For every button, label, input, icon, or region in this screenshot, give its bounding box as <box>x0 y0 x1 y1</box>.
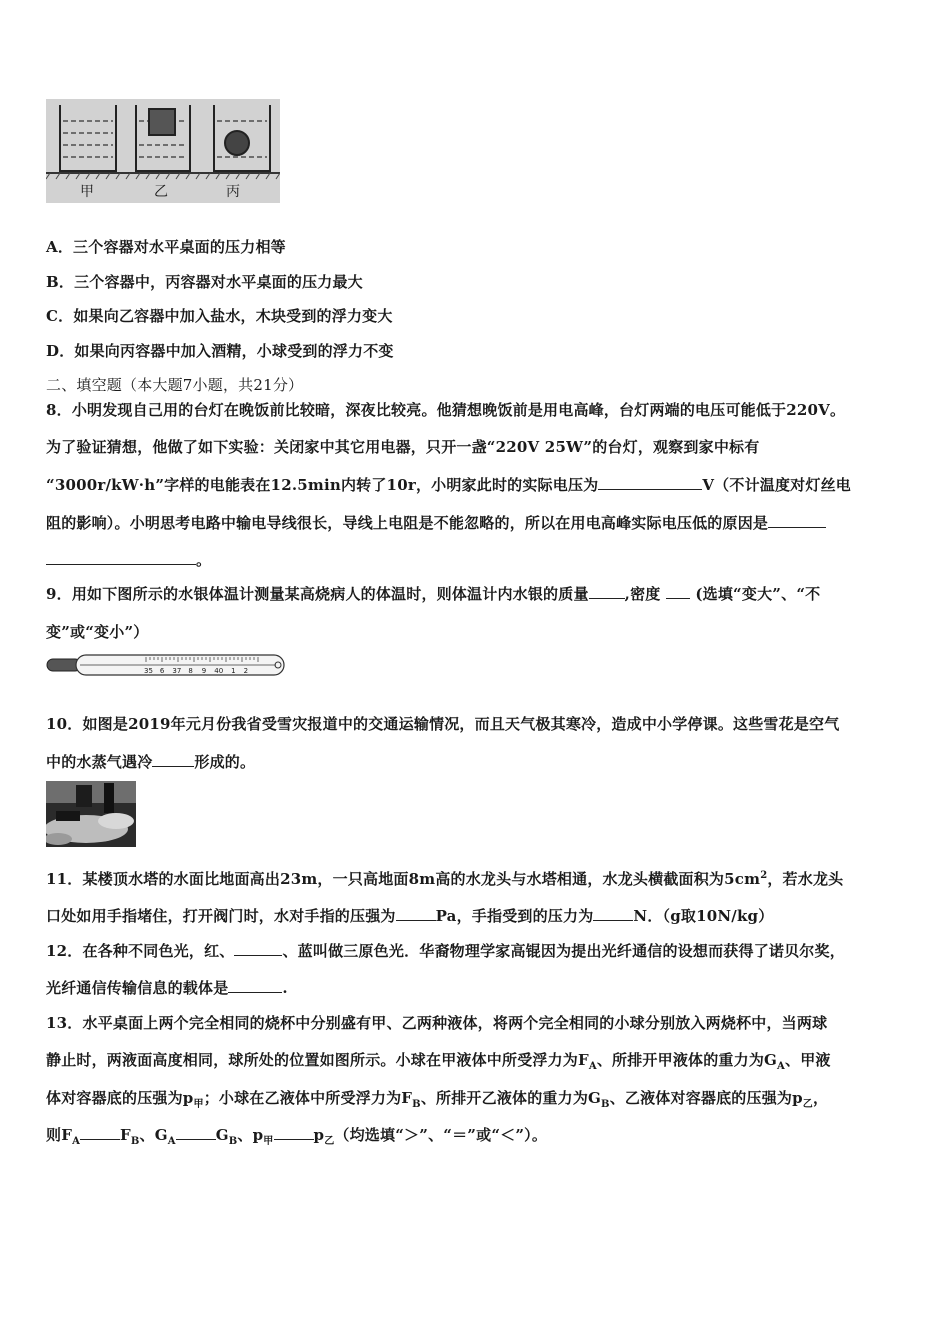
q13-l3-a: 体对容器底的压强为p <box>46 1089 194 1107</box>
q13-l4-sub3: A <box>167 1136 176 1147</box>
q11-line1-text: 11．某楼顶水塔的水面比地面高出23m，一只高地面8m高的水龙头与水塔相通，水龙头横截面积为5cm <box>46 870 761 888</box>
q8-line3 <box>46 474 851 495</box>
containers-figure <box>46 99 280 203</box>
q13-l4-d: G <box>215 1126 229 1144</box>
q13-l4-e: 、p <box>237 1126 264 1144</box>
q8-line4-text: 阻的影响）。小明思考电路中输电导线很长，导线上电阻是不能忽略的，所以在用电高峰实际电压低的原因是 <box>46 514 769 532</box>
q13-l4-c: 、G <box>139 1126 168 1144</box>
q12-blank-color[interactable] <box>234 940 282 956</box>
q13-line3 <box>46 1087 828 1110</box>
thermo-tick-label: 37 <box>172 667 182 675</box>
thermo-tick-label: 1 <box>231 667 236 675</box>
q8-line3-text: “3000r/kW·h”字样的电能表在12.5min内转了10r，小明家此时的实际电压为 <box>46 476 599 494</box>
q11-blank-force[interactable] <box>593 905 633 921</box>
q12-line2 <box>46 977 288 998</box>
q13-l2-sub2: A <box>777 1061 786 1072</box>
q8-line2: 为了验证猜想，他做了如下实验：关闭家中其它用电器，只开一盏“220V 25W”的台灯，观察到家中标有 <box>46 438 760 456</box>
q13-blank-pressure[interactable] <box>274 1124 314 1140</box>
q13-l3-b: ；小球在乙液体中所受浮力为F <box>203 1089 413 1107</box>
q9-blank-mass[interactable] <box>589 583 625 599</box>
q12-line1 <box>46 940 845 961</box>
q13-l3-sub2: B <box>412 1099 421 1110</box>
q11-blank-pressure[interactable] <box>396 905 436 921</box>
thermometer-drawing <box>46 653 288 679</box>
q8-line1: 8．小明发现自己用的台灯在晚饭前比较暗，深夜比较亮。他猜想晚饭前是用电高峰，台灯两端的电压可能低于220V。 <box>46 401 846 419</box>
q13-l3-sub3: B <box>601 1099 610 1110</box>
q13-l4-f: p <box>313 1126 325 1144</box>
thermo-scale <box>144 667 248 675</box>
q9-blank-density[interactable] <box>666 583 690 599</box>
q8-line3-tail: V（不计温度对灯丝电 <box>702 476 851 494</box>
q11-line2-mid: Pa，手指受到的压力为 <box>435 907 594 925</box>
q13-l4-sub4: B <box>228 1136 238 1147</box>
q10-line1: 10．如图是2019年元月份我省受雪灾报道中的交通运输情况，而且天气极其寒冷，造成中小学停课。这些雪花是空气 <box>46 715 840 733</box>
q8-blank-voltage[interactable] <box>598 474 702 490</box>
q12-line2-text: 光纤通信传输信息的载体是 <box>46 979 229 997</box>
q13-l2-b: 、所排开甲液体的重力为G <box>596 1051 778 1069</box>
q8-line5 <box>46 549 211 570</box>
q9-density-label: ,密度 <box>624 585 661 603</box>
option-a: A．三个容器对水平桌面的压力相等 <box>46 238 286 256</box>
q13-blank-weight[interactable] <box>176 1124 216 1140</box>
q13-l2-a: 静止时，两液面高度相同，球所处的位置如图所示。小球在甲液体中所受浮力为F <box>46 1051 589 1069</box>
q10-line2-text: 中的水蒸气遇冷 <box>46 753 153 771</box>
q13-l3-c: 、所排开乙液体的重力为G <box>420 1089 602 1107</box>
q13-l3-d: 、乙液体对容器底的压强为p <box>609 1089 803 1107</box>
q11-line1 <box>46 868 843 889</box>
q13-l4-sub2: B <box>130 1136 140 1147</box>
q13-l3-e: ， <box>812 1089 829 1107</box>
thermo-tick-label: 8 <box>188 667 193 675</box>
q12-line1-tail: 、蓝叫做三原色光．华裔物理学家高锟因为提出光纤通信的设想而获得了诺贝尔奖， <box>282 942 845 960</box>
q13-line4 <box>46 1124 547 1147</box>
q9-line2: 变”或“变小”） <box>46 623 149 641</box>
section-title: 二、填空题（本大题7小题，共21分） <box>46 376 304 394</box>
q11-line2-text: 口处如用手指堵住，打开阀门时，水对手指的压强为 <box>46 907 396 925</box>
thermo-tick-label: 40 <box>214 667 224 675</box>
option-d: D．如果向丙容器中加入酒精，小球受到的浮力不变 <box>46 342 394 360</box>
q13-line2 <box>46 1049 831 1072</box>
q13-line1: 13．水平桌面上两个完全相同的烧杯中分别盛有甲、乙两种液体，将两个完全相同的小球分别放入两烧杯中，当两球 <box>46 1014 828 1032</box>
q8-blank-reason-2[interactable] <box>46 549 196 565</box>
thermo-tick-label: 2 <box>243 667 249 675</box>
q10-blank[interactable] <box>152 751 194 767</box>
q11-sup: 2 <box>760 870 768 881</box>
container-label-yi: 乙 <box>154 184 168 200</box>
q8-blank-reason-1[interactable] <box>768 512 826 528</box>
q13-l4-b: F <box>120 1126 131 1144</box>
thermo-tick-label: 9 <box>201 667 207 675</box>
q13-l3-sub1: 甲 <box>193 1099 204 1110</box>
q11-line2 <box>46 905 773 926</box>
q13-l4-sub1: A <box>72 1136 81 1147</box>
option-c: C．如果向乙容器中加入盐水，木块受到的浮力变大 <box>46 307 393 325</box>
q12-line1-text: 12．在各种不同色光，红、 <box>46 942 235 960</box>
q13-l4-g: （均选填“＞”、“＝”或“＜”）。 <box>334 1126 548 1144</box>
q13-l3-sub4: 乙 <box>802 1099 813 1110</box>
snow-photo-drawing <box>46 781 136 847</box>
q13-l4-a: 则F <box>46 1126 73 1144</box>
q11-line1-tail: ，若水龙头 <box>767 870 844 888</box>
q12-line2-end: . <box>282 979 288 997</box>
q8-line4 <box>46 512 826 533</box>
option-b: B．三个容器中，丙容器对水平桌面的压力最大 <box>46 273 363 291</box>
q13-l2-c: 、甲液 <box>785 1051 831 1069</box>
q10-line2-tail: 形成的。 <box>194 753 256 771</box>
q8-line5-end: 。 <box>196 551 212 569</box>
q9-line1-tail: (选填“变大”、“不 <box>695 585 821 603</box>
container-label-jia: 甲 <box>80 184 94 200</box>
thermo-tick-label: 6 <box>159 667 165 675</box>
container-label-bing: 丙 <box>226 184 240 200</box>
q9-line1 <box>46 583 820 604</box>
q13-l2-sub1: A <box>588 1061 597 1072</box>
thermo-tick-label: 35 <box>144 667 153 675</box>
q12-blank-carrier[interactable] <box>228 977 282 993</box>
snow-photo <box>46 781 136 847</box>
q11-line2-tail: N．（g取10N/kg） <box>633 907 774 925</box>
q9-line1-text: 9．用如下图所示的水银体温计测量某高烧病人的体温时，则体温计内水银的质量 <box>46 585 589 603</box>
thermometer-figure <box>46 653 288 679</box>
q13-l4-sub5: 甲 <box>263 1136 274 1147</box>
q10-line2 <box>46 751 255 772</box>
q13-blank-buoyancy[interactable] <box>80 1124 120 1140</box>
q13-l4-sub6: 乙 <box>324 1136 335 1147</box>
